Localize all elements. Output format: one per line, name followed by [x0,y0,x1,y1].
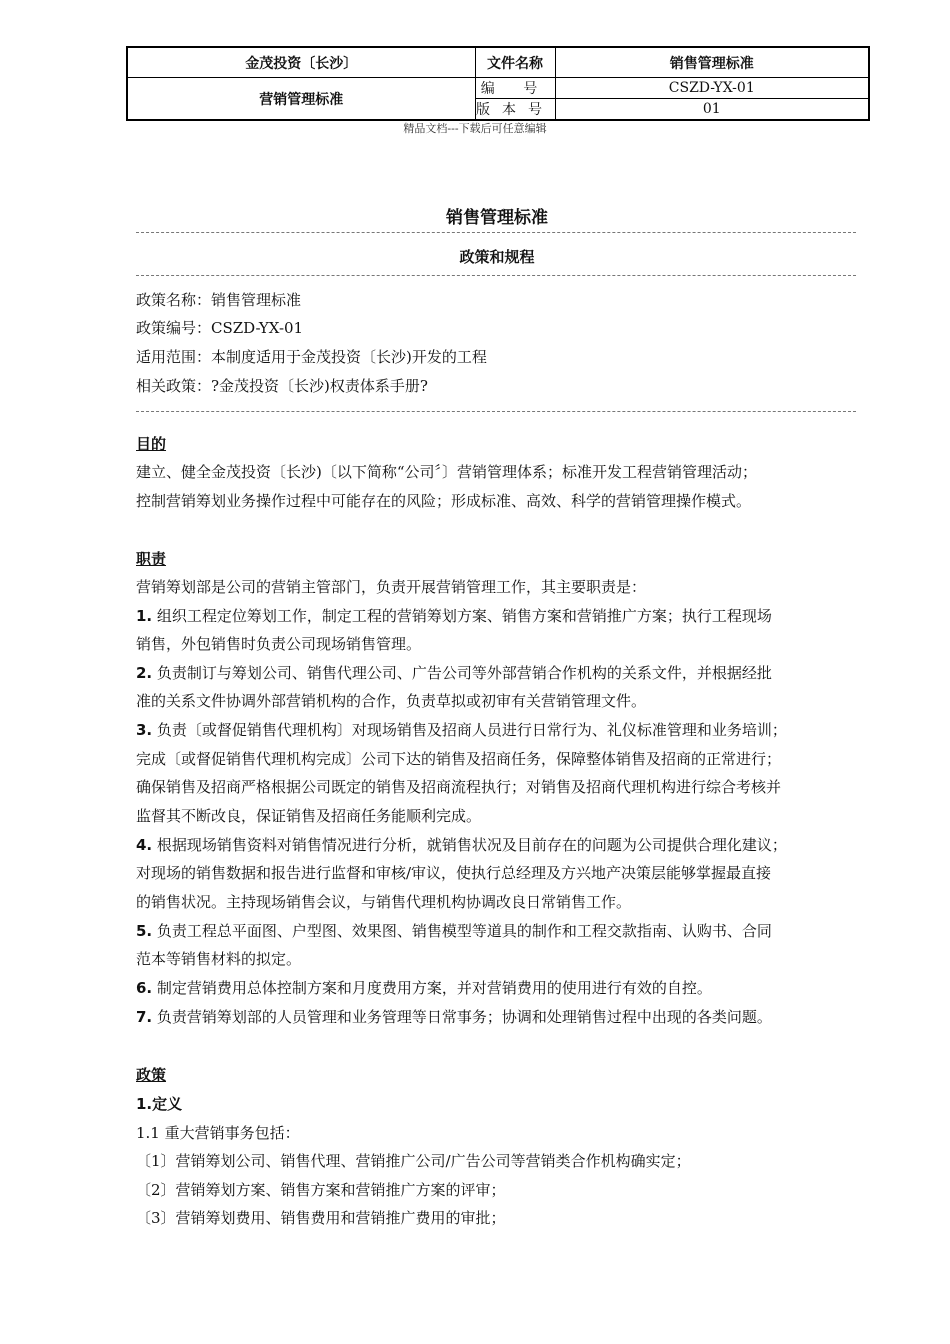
duty-item-1 [136,606,858,626]
divider [136,411,856,412]
item-text: 负责工程总平面图、户型图、效果图、销售模型等道具的制作和工程交款指南、认购书、合同 [156,922,772,940]
duty-item-5 [136,921,858,941]
number-label: 编 号 [475,78,555,99]
policy-name: 政策名称：销售管理标准 [136,291,302,309]
header-table [126,46,870,121]
item-number: 1. [136,607,153,625]
item-number: 3. [136,721,153,739]
purpose-line: 建立、健全金茂投资〔长沙)〔以下简称“公司〞〕营销管理体系；标准开发工程营销管理活动； [136,463,758,481]
duty-item-3-cont: 完成〔或督促销售代理机构完成〕公司下达的销售及招商任务，保障整体销售及招商的正常进行； [136,750,782,768]
policy-item: 〔2〕营销筹划方案、销售方案和营销推广方案的评审； [136,1181,506,1199]
item-text: 组织工程定位筹划工作，制定工程的营销筹划方案、销售方案和营销推广方案；执行工程现场 [156,607,772,625]
download-note: 精品文档---下载后可任意编辑 [403,122,547,135]
item-number: 5. [136,922,153,940]
item-text: 负责制订与筹划公司、销售代理公司、广告公司等外部营销合作机构的关系文件，并根据经批 [156,664,772,682]
duties-heading: 职责 [136,550,167,568]
policy-heading: 政策 [136,1066,167,1084]
divider [136,232,856,233]
duty-item-6 [136,978,858,998]
purpose-line: 控制营销筹划业务操作过程中可能存在的风险；形成标准、高效、科学的营销管理操作模式。 [136,492,752,510]
duty-item-2-cont: 准的关系文件协调外部营销机构的合作，负责草拟或初审有关营销管理文件。 [136,692,647,710]
company-name: 金茂投资〔长沙〕 [127,47,475,78]
version-number: 01 [555,99,869,121]
policy-scope: 适用范围：本制度适用于金茂投资〔长沙)开发的工程 [136,348,487,366]
duty-item-3-cont: 监督其不断改良，保证销售及招商任务能顺利完成。 [136,807,482,825]
duties-intro: 营销筹划部是公司的营销主管部门，负责开展营销管理工作，其主要职责是： [136,578,647,596]
definition-sub: 1.1 重大营销事务包括： [136,1124,300,1142]
item-number: 7. [136,1008,153,1026]
item-number: 4. [136,836,153,854]
document-title: 销售管理标准 [446,208,548,228]
duty-item-3-cont: 确保销售及招商严格根据公司既定的销售及招商流程执行；对销售及招商代理机构进行综合考核并 [136,778,782,796]
duty-item-7 [136,1007,858,1027]
document-subtitle: 政策和规程 [459,248,535,266]
doc-name-label: 文件名称 [475,47,555,78]
duty-item-1-cont: 销售，外包销售时负责公司现场销售管理。 [136,635,422,653]
doc-name: 销售管理标准 [555,47,869,78]
item-text: 负责〔或督促销售代理机构〕对现场销售及招商人员进行日常行为、礼仪标准管理和业务培训； [156,721,787,739]
subject: 营销管理标准 [127,78,475,121]
purpose-heading: 目的 [136,435,167,453]
duty-item-3 [136,720,858,740]
duty-item-4-cont: 对现场的销售数据和报告进行监督和审核/审议，使执行总经理及方兴地产决策层能够掌握最直接 [136,864,772,882]
related-policy: 相关政策：?金茂投资〔长沙)权责体系手册? [136,377,428,395]
item-number: 2. [136,664,153,682]
duty-item-4-cont: 的销售状况。主持现场销售会议，与销售代理机构协调改良日常销售工作。 [136,893,632,911]
policy-number: 政策编号：CSZD-YX-01 [136,319,304,337]
divider [136,275,856,276]
doc-number: CSZD-YX-01 [555,78,869,99]
policy-item: 〔1〕营销筹划公司、销售代理、营销推广公司/广告公司等营销类合作机构确实定； [136,1152,691,1170]
duty-item-4 [136,835,858,855]
duty-item-2 [136,663,858,683]
item-text: 制定营销费用总体控制方案和月度费用方案，并对营销费用的使用进行有效的自控。 [156,979,712,997]
item-text: 根据现场销售资料对销售情况进行分析，就销售状况及目前存在的问题为公司提供合理化建议； [156,836,787,854]
item-text: 负责营销筹划部的人员管理和业务管理等日常事务；协调和处理销售过程中出现的各类问题。 [156,1008,772,1026]
item-number: 6. [136,979,153,997]
definition-heading: 1.定义 [136,1095,183,1113]
duty-item-5-cont: 范本等销售材料的拟定。 [136,950,302,968]
policy-item: 〔3〕营销筹划费用、销售费用和营销推广费用的审批； [136,1209,506,1227]
version-label: 版本号 [475,99,555,121]
